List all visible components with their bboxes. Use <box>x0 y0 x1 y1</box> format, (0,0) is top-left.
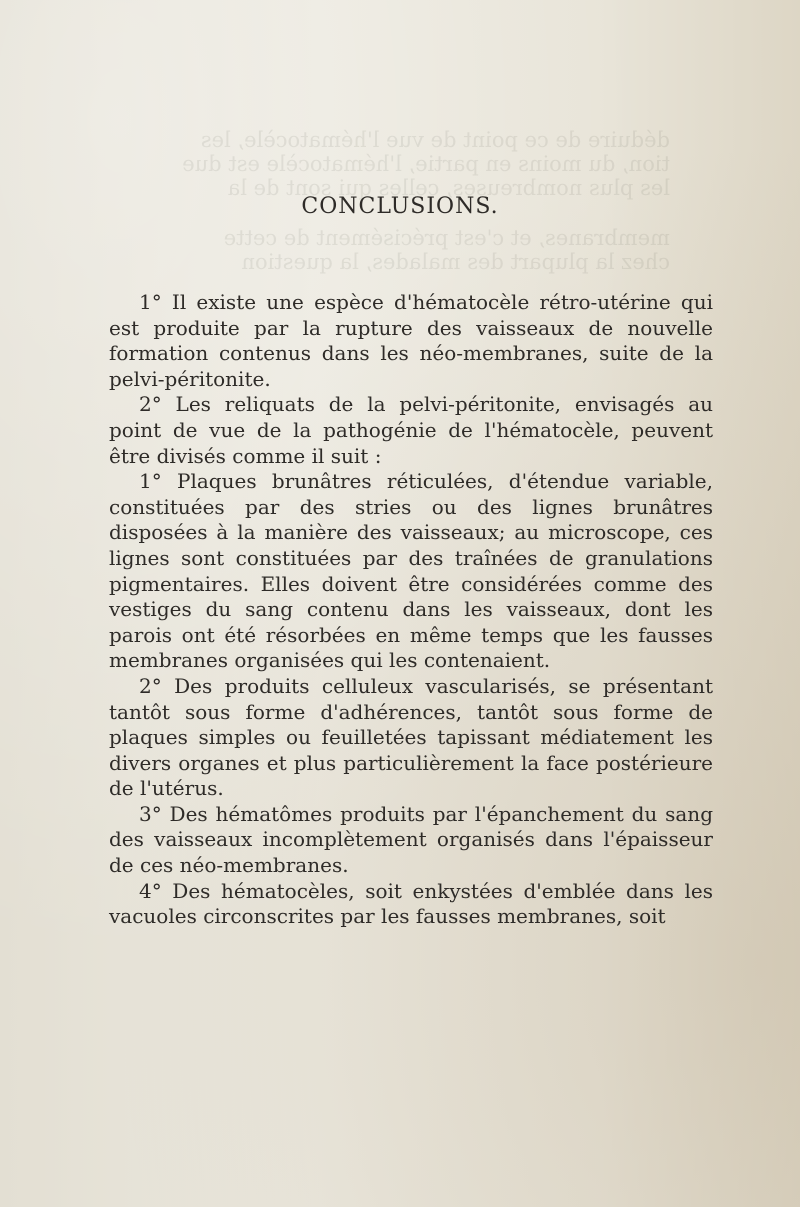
paragraph: 1° Plaques brunâtres réticulées, d'étendue variable, constituées par des stries ou des lignes brunâtres disposées à la manière des vaisseaux; au microscope, ces lignes sont constituées par des traînées de granulations pigmentaires. Elles doivent être considérées comme des vestiges du sang contenu dans les vaisseaux, dont les parois ont été résorbées en même temps que les fausses membranes organisées qui les contenaient. <box>109 469 713 673</box>
show-through-line: chez la plupart des malades, la question <box>241 250 670 274</box>
show-through-line: tion, du moins en partie, l'hématocèle est due <box>182 152 670 176</box>
paragraph: 2° Des produits celluleux vascularisés, se présentant tantôt sous forme d'adhérences, tantôt sous forme de plaques simples ou feuilletées tapissant médiatement les divers organes et plus particulièrement la face postérieure de l'utérus. <box>109 673 713 801</box>
paragraph: 2° Les reliquats de la pelvi-péritonite, envisagés au point de vue de la pathogénie de l'hématocèle, peuvent être divisés comme il suit : <box>109 392 713 468</box>
paragraph: 3° Des hématômes produits par l'épanchement du sang des vaisseaux incomplètement organisés dans l'épaisseur de ces néo-membranes. <box>109 801 713 878</box>
conclusions-text <box>109 290 713 930</box>
paragraph: 4° Des hématocèles, soit enkystées d'emblée dans les vacuoles circonscrites par les fausses membranes, soit <box>109 878 713 929</box>
show-through-line: membranes, et c'est précisément de cette <box>223 226 670 250</box>
show-through-line: les plus nombreuses, celles qui sont de la <box>227 176 670 200</box>
paragraph: 1° Il existe une espèce d'hématocèle rétro-utérine qui est produite par la rupture des vaisseaux de nouvelle formation contenus dans les néo-membranes, suite de la pelvi-péritonite. <box>109 290 713 391</box>
show-through-line: déduire de ce point de vue l'hématocèle, les <box>200 128 670 152</box>
page-title: CONCLUSIONS. <box>301 194 499 219</box>
